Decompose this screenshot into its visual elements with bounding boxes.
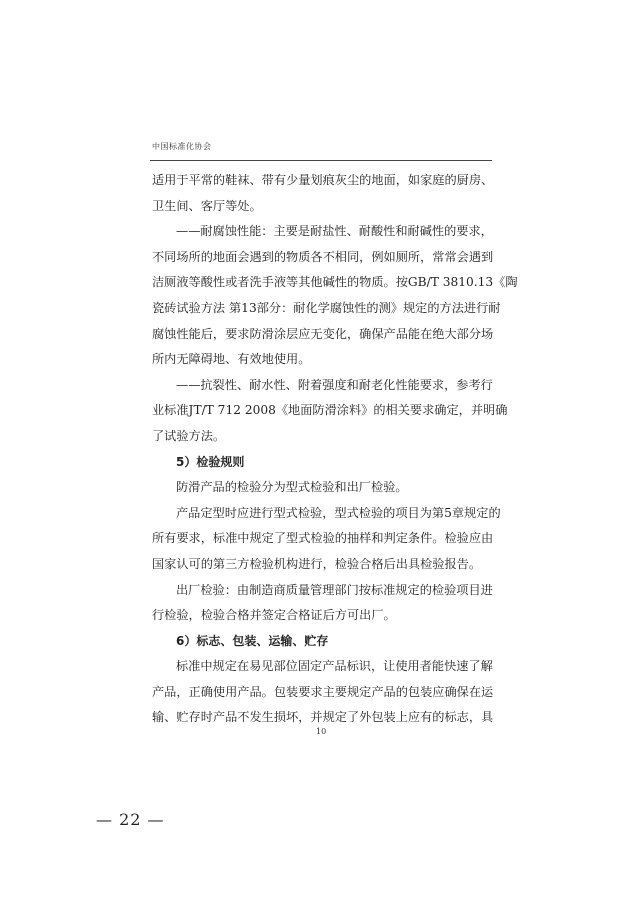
text-line: ——耐腐蚀性能：主要是耐盐性、耐酸性和耐碱性的要求， bbox=[176, 224, 493, 239]
text-line: 腐蚀性能后，要求防滑涂层应无变化，确保产品能在绝大部分场 bbox=[152, 326, 494, 341]
text-line: 业标准JT/T 712 2008《地面防滑涂料》的相关要求确定，并明确 bbox=[152, 403, 508, 418]
text-line: 洁厕液等酸性或者洗手液等其他碱性的物质。按GB/T 3810.13《陶 bbox=[152, 275, 518, 290]
text-line: 瓷砖试验方法 第13部分：耐化学腐蚀性的测》规定的方法进行耐 bbox=[152, 300, 501, 315]
text-line: 卫生间、客厅等处。 bbox=[152, 198, 262, 213]
inner-page-number: 10 bbox=[316, 727, 327, 736]
running-header: 中国标准化协会 bbox=[152, 142, 212, 151]
text-line: 产品，正确使用产品。包装要求主要规定产品的包装应确保在运 bbox=[152, 684, 494, 699]
body-text bbox=[152, 168, 518, 731]
text-line: 适用于平常的鞋袜、带有少量划痕灰尘的地面，如家庭的厨房、 bbox=[152, 173, 494, 187]
text-line: 所有要求，标准中规定了型式检验的抽样和判定条件。检验应由 bbox=[152, 531, 494, 546]
outer-page-number: — 22 — bbox=[96, 810, 165, 829]
section-heading-inspection-rules: 5）检验规则 bbox=[176, 454, 245, 469]
text-line: 标准中规定在易见部位固定产品标识，让使用者能快速了解 bbox=[176, 659, 493, 674]
section-heading-marking-packaging: 6）标志、包装、运输、贮存 bbox=[176, 633, 329, 648]
text-line: 出厂检验：由制造商质量管理部门按标准规定的检验项目进 bbox=[176, 582, 493, 597]
text-line: 产品定型时应进行型式检验，型式检验的项目为第5章规定的 bbox=[176, 505, 501, 520]
text-line: 国家认可的第三方检验机构进行，检验合格后出具检验报告。 bbox=[152, 556, 482, 571]
header-rule bbox=[150, 160, 492, 161]
text-line: 不同场所的地面会遇到的物质各不相同，例如厕所，常常会遇到 bbox=[152, 249, 494, 264]
text-line: ——抗裂性、耐水性、附着强度和耐老化性能要求，参考行 bbox=[176, 377, 493, 392]
text-line: 输、贮存时产品不发生损坏，并规定了外包装上应有的标志，具 bbox=[152, 710, 494, 725]
text-line: 了试验方法。 bbox=[152, 428, 226, 443]
text-line: 所内无障碍地、有效地使用。 bbox=[152, 352, 311, 367]
text-line: 行检验，检验合格并签定合格证后方可出厂。 bbox=[152, 608, 396, 623]
text-line: 防滑产品的检验分为型式检验和出厂检验。 bbox=[176, 480, 408, 495]
